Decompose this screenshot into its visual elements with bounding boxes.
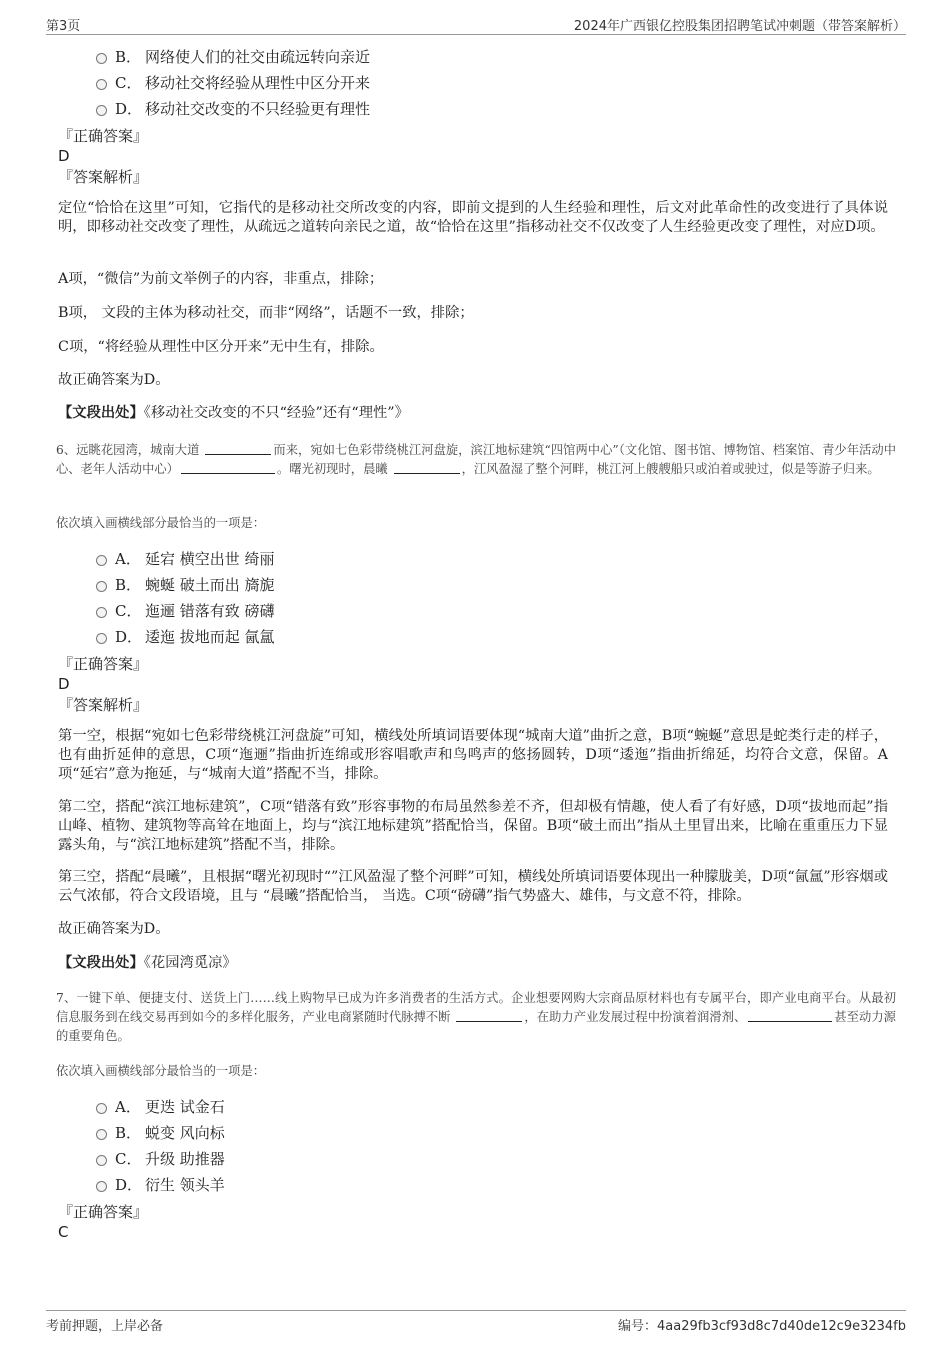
option-letter: B．	[115, 576, 142, 594]
q7-prompt: 依次填入画横线部分最恰当的一项是：	[56, 1064, 266, 1078]
q5-option-c[interactable]	[96, 73, 370, 93]
source-prefix: 【文段出处】	[58, 405, 144, 421]
q7-stem: 7、一键下单、便捷支付、送货上门……线上购物早已成为许多消费者的生活方式。企业想要网购大宗商品原材料也有专属平台，即产业电商平台。从最初信息服务到在线交易再到如今的多样化服务，产业电商紧随时代脉搏不断 ，在助力产业发展过程中扮演着润滑剂、 甚至动力源的重要角色。	[56, 991, 896, 1043]
option-text: 蜕变 风向标	[145, 1124, 225, 1142]
q5-answer: D	[58, 147, 70, 165]
q6-option-a[interactable]	[96, 549, 275, 569]
source-title: 《花园湾觅凉》	[143, 955, 237, 971]
radio-icon[interactable]	[96, 79, 107, 90]
option-text: 更迭 试金石	[145, 1098, 225, 1116]
q7-answer: C	[58, 1223, 69, 1241]
option-letter: D．	[115, 100, 143, 118]
source-prefix: 【文段出处】	[58, 955, 144, 971]
q6-answer-label: 『正确答案』	[58, 655, 149, 673]
q6-option-d[interactable]	[96, 627, 275, 647]
option-letter: A．	[115, 1098, 141, 1116]
document-code	[618, 1315, 906, 1334]
radio-icon[interactable]	[96, 1155, 107, 1166]
option-text: 迤逦 错落有致 磅礴	[145, 602, 275, 620]
option-text: 移动社交将经验从理性中区分开来	[145, 74, 371, 92]
option-text: 升级 助推器	[145, 1150, 225, 1168]
radio-icon[interactable]	[96, 105, 107, 116]
q5-analysis-paragraph: A项，“微信”为前文举例子的内容，非重点，排除；	[58, 271, 384, 287]
option-text: 蜿蜒 破土而出 旖旎	[145, 576, 275, 594]
q5-analysis-label: 『答案解析』	[58, 168, 149, 186]
q5-answer-label: 『正确答案』	[58, 127, 149, 145]
q6-analysis-paragraph: 第二空，搭配“滨江地标建筑”，C项“错落有致”形容事物的布局虽然参差不齐，但却极有情趣，使人看了有好感，D项“拔地而起”指山峰、植物、建筑物等高耸在地面上，均与“滨江地标建筑”搭配恰当，保留。B项“破土而出”指从土里冒出来，比喻在重重压力下显露头角，与“滨江地标建筑”搭配不当，排除。	[58, 799, 888, 853]
q7-answer-label: 『正确答案』	[58, 1203, 149, 1221]
q6-prompt: 依次填入画横线部分最恰当的一项是：	[56, 516, 266, 530]
q7-option-b[interactable]	[96, 1123, 225, 1143]
answer-blank	[181, 461, 275, 474]
q6-analysis-paragraph: 第三空，搭配“晨曦”，且根据“曙光初现时“”江风盈湿了整个河畔”可知，横线处所填词语要体现出一种朦胧美，D项“氤氲”形容烟或云气浓郁，符合文段语境，且与 “晨曦”搭配恰当， 当选。C项“磅礴”指气势盛大、雄伟，与文意不符，排除。	[58, 869, 888, 904]
page-number: 第3页	[46, 19, 81, 34]
q6-stem: 6、远眺花园湾，城南大道 而来，宛如七色彩带绕桃江河盘旋，滨江地标建筑“四馆两中心”（文化馆、图书馆、博物馆、档案馆、青少年活动中心、老年人活动中心） 。曙光初现时，晨曦 ，江风盈湿了整个河畔，桃江河上艘艘船只或泊着或驶过，似是等游子归来。	[56, 443, 896, 476]
radio-icon[interactable]	[96, 53, 107, 64]
q5-analysis-paragraph: C项，“将经验从理性中区分开来”无中生有，排除。	[58, 339, 384, 355]
radio-icon[interactable]	[96, 581, 107, 592]
q6-analysis-label: 『答案解析』	[58, 696, 149, 714]
q5-option-b[interactable]	[96, 47, 370, 67]
option-letter: C．	[115, 602, 142, 620]
document-title: 2024年广西银亿控股集团招聘笔试冲刺题（带答案解析）	[573, 19, 906, 34]
q6-analysis-paragraph: 故正确答案为D。	[58, 921, 170, 937]
q5-analysis-paragraph: B项， 文段的主体为移动社交，而非“网络”，话题不一致，排除；	[58, 305, 474, 321]
radio-icon[interactable]	[96, 607, 107, 618]
q5-option-d[interactable]	[96, 99, 370, 119]
answer-blank	[205, 442, 271, 455]
radio-icon[interactable]	[96, 633, 107, 644]
option-letter: B．	[115, 1124, 142, 1142]
radio-icon[interactable]	[96, 1181, 107, 1192]
q5-source	[58, 404, 888, 423]
q6-analysis-paragraph: 第一空，根据“宛如七色彩带绕桃江河盘旋”可知，横线处所填词语要体现“城南大道”曲折之意，B项“蜿蜒”意思是蛇类行走的样子，也有曲折延伸的意思，C项“迤逦”指曲折连绵或形容唱歌声和鸟鸣声的悠扬圆转，D项“逶迤”指曲折绵延，均符合文意，保留。A项“延宕”意为拖延，与“城南大道”搭配不当，排除。	[58, 728, 888, 782]
q7-option-d[interactable]	[96, 1175, 225, 1195]
q6-answer: D	[58, 675, 70, 693]
radio-icon[interactable]	[96, 555, 107, 566]
footer-slogan: 考前押题，上岸必备	[46, 1319, 164, 1334]
page-header	[46, 14, 906, 35]
q7-option-c[interactable]	[96, 1149, 225, 1169]
option-text: 移动社交改变的不只经验更有理性	[145, 100, 371, 118]
option-letter: C．	[115, 1150, 142, 1168]
q6-option-b[interactable]	[96, 575, 275, 595]
option-text: 衍生 领头羊	[145, 1176, 225, 1194]
option-text: 延宕 横空出世 绮丽	[145, 550, 275, 568]
radio-icon[interactable]	[96, 1103, 107, 1114]
radio-icon[interactable]	[96, 1129, 107, 1140]
page-footer	[46, 1310, 906, 1333]
source-title: 《移动社交改变的不只“经验”还有“理性”》	[143, 405, 409, 421]
q6-source	[58, 954, 888, 973]
option-letter: D．	[115, 628, 143, 646]
q6-option-c[interactable]	[96, 601, 275, 621]
q7-option-a[interactable]	[96, 1097, 225, 1117]
option-letter: C．	[115, 74, 142, 92]
option-letter: B．	[115, 48, 142, 66]
answer-blank	[394, 461, 460, 474]
q5-analysis-paragraph: 定位“恰恰在这里”可知，它指代的是移动社交所改变的内容，即前文提到的人生经验和理性，后文对此革命性的改变进行了具体说明，即移动社交改变了理性，从疏远之道转向亲民之道，故“恰恰在这里”指移动社交不仅改变了人生经验更改变了理性，对应D项。	[58, 200, 888, 235]
option-letter: A．	[115, 550, 141, 568]
option-letter: D．	[115, 1176, 143, 1194]
q5-analysis-paragraph: 故正确答案为D。	[58, 372, 170, 388]
option-text: 网络使人们的社交由疏远转向亲近	[145, 48, 371, 66]
option-text: 逶迤 拔地而起 氤氲	[145, 628, 275, 646]
answer-blank	[456, 1009, 522, 1022]
code-value: 4aa29fb3cf93d8c7d40de12c9e3234fb	[657, 1319, 906, 1334]
answer-blank	[748, 1009, 832, 1022]
code-label: 编号：	[618, 1319, 658, 1334]
